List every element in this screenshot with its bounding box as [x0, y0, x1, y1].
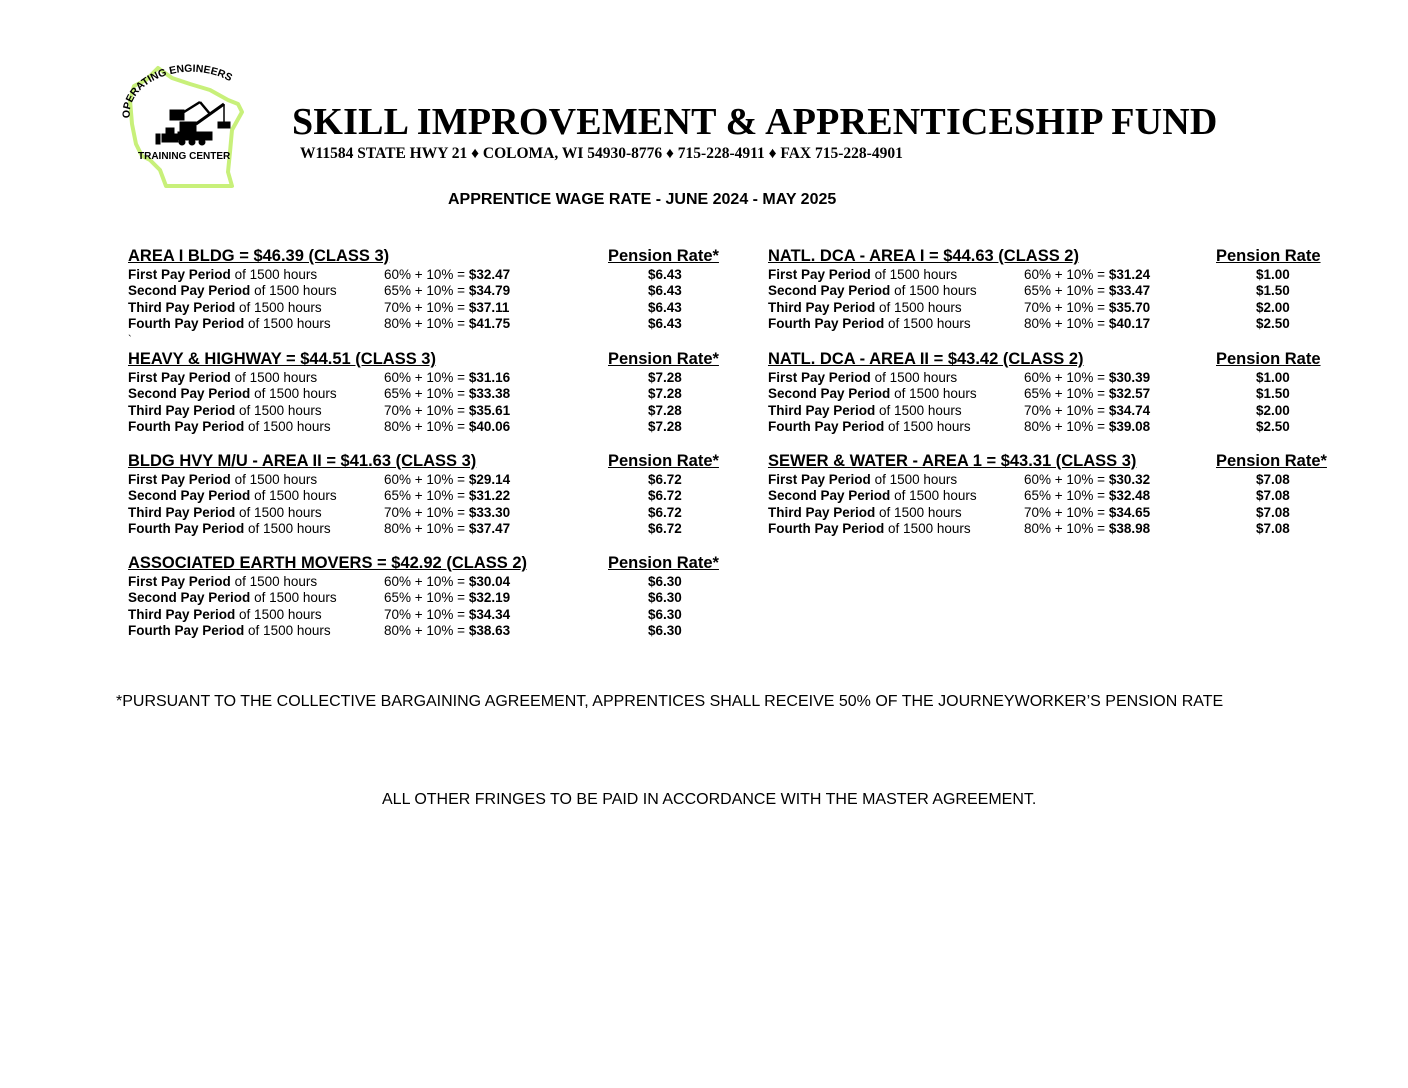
period-hours: of 1500 hours	[254, 386, 337, 402]
wage-value: $29.14	[468, 472, 511, 487]
wage-formula: 70% + 10% =	[384, 504, 466, 520]
logo-top-text: OPERATING ENGINEERS	[120, 62, 235, 119]
wage-section	[128, 452, 728, 537]
wage-value: $41.75	[468, 315, 511, 331]
table-row	[768, 267, 1368, 283]
pay-period-label: Third Pay Period	[768, 402, 876, 418]
wage-formula: 60% + 10% =	[384, 267, 466, 282]
wage-formula: 60% + 10% =	[1024, 472, 1106, 487]
wage-formula: 65% + 10% =	[384, 488, 466, 504]
pension-rate-header: Pension Rate	[1216, 247, 1321, 265]
period-hours: of 1500 hours	[248, 622, 331, 638]
pension-value: $2.00	[1256, 402, 1290, 418]
wage-value: $33.30	[468, 504, 511, 520]
section-header	[128, 452, 728, 472]
pension-value: $1.00	[1256, 267, 1290, 282]
table-row	[768, 472, 1368, 488]
pension-value: $2.50	[1256, 418, 1290, 434]
wage-formula: 65% + 10% =	[1024, 386, 1106, 402]
wage-formula: 80% + 10% =	[384, 520, 466, 536]
pay-period-label: Third Pay Period	[128, 504, 236, 520]
wage-value: $40.17	[1108, 315, 1151, 331]
section-title: NATL. DCA - AREA II = $43.42 (CLASS 2)	[768, 350, 1084, 368]
period-hours: of 1500 hours	[248, 418, 331, 434]
pay-period-label: First Pay Period	[768, 472, 871, 487]
wage-formula: 80% + 10% =	[1024, 418, 1106, 434]
pay-period-label: Third Pay Period	[128, 299, 236, 315]
table-row	[128, 623, 728, 639]
period-hours: of 1500 hours	[874, 370, 958, 385]
table-row	[128, 419, 728, 435]
table-row	[128, 370, 728, 386]
wage-formula: 70% + 10% =	[384, 606, 466, 622]
wage-value: $32.48	[1108, 488, 1151, 504]
wage-formula: 70% + 10% =	[1024, 402, 1106, 418]
wage-formula: 70% + 10% =	[384, 402, 466, 418]
pay-period-label: Fourth Pay Period	[128, 622, 245, 638]
organization-address: W11584 STATE HWY 21 ♦ COLOMA, WI 54930-8776 ♦ 715-228-4911 ♦ FAX 715-228-4901	[300, 145, 903, 162]
wisconsin-state-icon	[120, 60, 260, 190]
period-hours: of 1500 hours	[254, 283, 337, 299]
wage-value: $30.04	[468, 574, 511, 589]
period-hours: of 1500 hours	[879, 402, 962, 418]
period-hours: of 1500 hours	[888, 315, 971, 331]
period-hours: of 1500 hours	[879, 504, 962, 520]
pension-rate-header: Pension Rate*	[1216, 452, 1327, 470]
wage-value: $32.47	[468, 267, 511, 282]
wage-value: $39.08	[1108, 418, 1151, 434]
period-hours: of 1500 hours	[239, 606, 322, 622]
wage-formula: 65% + 10% =	[384, 386, 466, 402]
table-row	[128, 386, 728, 402]
table-row	[128, 488, 728, 504]
document-title: APPRENTICE WAGE RATE - JUNE 2024 - MAY 2025	[448, 191, 837, 208]
pension-value: $1.00	[1256, 370, 1290, 385]
pay-period-label: Fourth Pay Period	[768, 315, 885, 331]
wage-value: $37.47	[468, 520, 511, 536]
training-center-logo	[120, 60, 260, 190]
period-hours: of 1500 hours	[234, 472, 318, 487]
wage-formula: 60% + 10% =	[384, 370, 466, 385]
period-hours: of 1500 hours	[254, 590, 337, 606]
pension-value: $7.08	[1256, 472, 1290, 487]
pay-period-label: First Pay Period	[768, 267, 871, 282]
section-title: AREA I BLDG = $46.39 (CLASS 3)	[128, 247, 390, 265]
wage-formula: 70% + 10% =	[1024, 299, 1106, 315]
wage-value: $31.22	[468, 488, 511, 504]
wage-value: $34.79	[468, 283, 511, 299]
pay-period-label: Fourth Pay Period	[128, 418, 245, 434]
table-row	[128, 316, 728, 332]
table-row	[128, 574, 728, 590]
table-row	[768, 521, 1368, 537]
section-title: BLDG HVY M/U - AREA II = $41.63 (CLASS 3)	[128, 452, 477, 470]
table-row	[768, 403, 1368, 419]
pay-period-label: Third Pay Period	[128, 402, 236, 418]
period-hours: of 1500 hours	[234, 267, 318, 282]
wage-value: $33.47	[1108, 283, 1151, 299]
wage-value: $34.34	[468, 606, 511, 622]
period-hours: of 1500 hours	[234, 370, 318, 385]
pension-value: $7.28	[648, 402, 682, 418]
wage-value: $30.39	[1108, 370, 1151, 385]
pension-value: $6.43	[648, 283, 682, 299]
section-title: NATL. DCA - AREA I = $44.63 (CLASS 2)	[768, 247, 1079, 265]
pay-period-label: Fourth Pay Period	[128, 520, 245, 536]
period-hours: of 1500 hours	[894, 386, 977, 402]
pension-value: $6.30	[648, 606, 682, 622]
period-hours: of 1500 hours	[239, 504, 322, 520]
section-header	[128, 247, 728, 267]
pay-period-label: Second Pay Period	[128, 386, 251, 402]
pay-period-label: First Pay Period	[128, 370, 231, 385]
wage-formula: 80% + 10% =	[384, 315, 466, 331]
pension-value: $6.72	[648, 504, 682, 520]
pension-value: $2.00	[1256, 299, 1290, 315]
pension-value: $7.08	[1256, 520, 1290, 536]
wage-formula: 80% + 10% =	[1024, 520, 1106, 536]
pay-period-label: Fourth Pay Period	[768, 418, 885, 434]
pay-period-label: First Pay Period	[128, 472, 231, 487]
wage-value: $34.74	[1108, 402, 1151, 418]
table-row	[128, 472, 728, 488]
table-row	[128, 505, 728, 521]
wage-value: $32.57	[1108, 386, 1151, 402]
table-row	[768, 505, 1368, 521]
wage-value: $31.16	[468, 370, 511, 385]
pay-period-label: First Pay Period	[128, 267, 231, 282]
wage-value: $40.06	[468, 418, 511, 434]
pension-value: $6.30	[648, 590, 682, 606]
table-row	[128, 521, 728, 537]
pension-rate-header: Pension Rate	[1216, 350, 1321, 368]
wage-formula: 60% + 10% =	[384, 472, 466, 487]
table-row	[128, 300, 728, 316]
pay-period-label: Third Pay Period	[768, 299, 876, 315]
period-hours: of 1500 hours	[879, 299, 962, 315]
wage-value: $30.32	[1108, 472, 1151, 487]
wage-value: $31.24	[1108, 267, 1151, 282]
table-row	[768, 316, 1368, 332]
stray-mark: `	[128, 334, 132, 346]
pension-value: $6.43	[648, 267, 682, 282]
table-row	[768, 370, 1368, 386]
section-title: HEAVY & HIGHWAY = $44.51 (CLASS 3)	[128, 350, 436, 368]
pension-rate-header: Pension Rate*	[608, 247, 719, 265]
section-title: SEWER & WATER - AREA 1 = $43.31 (CLASS 3)	[768, 452, 1137, 470]
wage-formula: 65% + 10% =	[384, 283, 466, 299]
period-hours: of 1500 hours	[894, 488, 977, 504]
table-row	[768, 386, 1368, 402]
pension-value: $7.28	[648, 386, 682, 402]
pay-period-label: Fourth Pay Period	[128, 315, 245, 331]
period-hours: of 1500 hours	[234, 574, 318, 589]
pension-value: $7.28	[648, 418, 682, 434]
period-hours: of 1500 hours	[248, 520, 331, 536]
section-header	[768, 247, 1368, 267]
wage-formula: 80% + 10% =	[384, 622, 466, 638]
table-row	[768, 488, 1368, 504]
wage-formula: 65% + 10% =	[1024, 488, 1106, 504]
pay-period-label: Second Pay Period	[128, 590, 251, 606]
pay-period-label: Third Pay Period	[128, 606, 236, 622]
wage-value: $37.11	[468, 299, 510, 315]
table-row	[128, 590, 728, 606]
pension-value: $1.50	[1256, 283, 1290, 299]
pay-period-label: First Pay Period	[768, 370, 871, 385]
pension-rate-header: Pension Rate*	[608, 554, 719, 572]
wage-formula: 60% + 10% =	[1024, 267, 1106, 282]
wage-value: $32.19	[468, 590, 511, 606]
pension-value: $7.28	[648, 370, 682, 385]
wage-formula: 65% + 10% =	[384, 590, 466, 606]
period-hours: of 1500 hours	[239, 402, 322, 418]
wage-formula: 80% + 10% =	[384, 418, 466, 434]
pay-period-label: First Pay Period	[128, 574, 231, 589]
wage-formula: 60% + 10% =	[1024, 370, 1106, 385]
section-header	[768, 452, 1368, 472]
logo-bottom-text: TRAINING CENTER	[138, 151, 231, 162]
wage-section	[128, 554, 728, 639]
table-row	[128, 403, 728, 419]
pension-value: $7.08	[1256, 504, 1290, 520]
wage-formula: 60% + 10% =	[384, 574, 466, 589]
pay-period-label: Second Pay Period	[128, 488, 251, 504]
pension-value: $1.50	[1256, 386, 1290, 402]
pension-value: $6.72	[648, 520, 682, 536]
pension-rate-header: Pension Rate*	[608, 350, 719, 368]
wage-formula: 70% + 10% =	[1024, 504, 1106, 520]
period-hours: of 1500 hours	[888, 520, 971, 536]
pension-rate-header: Pension Rate*	[608, 452, 719, 470]
table-row	[128, 607, 728, 623]
pay-period-label: Third Pay Period	[768, 504, 876, 520]
wage-section	[768, 350, 1368, 435]
wage-value: $38.98	[1108, 520, 1151, 536]
pension-value: $6.30	[648, 574, 682, 589]
pay-period-label: Second Pay Period	[768, 386, 891, 402]
wage-value: $33.38	[468, 386, 511, 402]
wage-section	[128, 350, 728, 435]
section-header	[128, 554, 728, 574]
pay-period-label: Second Pay Period	[768, 283, 891, 299]
fringe-note: ALL OTHER FRINGES TO BE PAID IN ACCORDANCE WITH THE MASTER AGREEMENT.	[382, 791, 1037, 808]
wage-section	[768, 452, 1368, 537]
wage-formula: 65% + 10% =	[1024, 283, 1106, 299]
pay-period-label: Second Pay Period	[128, 283, 251, 299]
table-row	[128, 267, 728, 283]
wage-section	[128, 247, 728, 332]
period-hours: of 1500 hours	[248, 315, 331, 331]
wage-formula: 70% + 10% =	[384, 299, 466, 315]
pay-period-label: Fourth Pay Period	[768, 520, 885, 536]
period-hours: of 1500 hours	[874, 267, 958, 282]
pension-footnote: *PURSUANT TO THE COLLECTIVE BARGAINING AGREEMENT, APPRENTICES SHALL RECEIVE 50% OF THE JOURNEYWORKER’S PENSION RATE	[116, 693, 1224, 710]
period-hours: of 1500 hours	[874, 472, 958, 487]
wage-value: $35.70	[1108, 299, 1151, 315]
pension-value: $6.72	[648, 488, 682, 504]
table-row	[768, 419, 1368, 435]
table-row	[768, 283, 1368, 299]
section-header	[128, 350, 728, 370]
section-title: ASSOCIATED EARTH MOVERS = $42.92 (CLASS 2)	[128, 554, 527, 572]
period-hours: of 1500 hours	[894, 283, 977, 299]
wage-value: $38.63	[468, 622, 511, 638]
pension-value: $6.43	[648, 299, 682, 315]
pension-value: $7.08	[1256, 488, 1290, 504]
section-header	[768, 350, 1368, 370]
organization-title: SKILL IMPROVEMENT & APPRENTICESHIP FUND	[292, 101, 1218, 143]
wage-value: $35.61	[468, 402, 511, 418]
period-hours: of 1500 hours	[888, 418, 971, 434]
wage-value: $34.65	[1108, 504, 1151, 520]
period-hours: of 1500 hours	[254, 488, 337, 504]
pension-value: $6.72	[648, 472, 682, 487]
pension-value: $2.50	[1256, 315, 1290, 331]
table-row	[128, 283, 728, 299]
pension-value: $6.43	[648, 315, 682, 331]
wage-formula: 80% + 10% =	[1024, 315, 1106, 331]
wage-section	[768, 247, 1368, 332]
period-hours: of 1500 hours	[239, 299, 322, 315]
table-row	[768, 300, 1368, 316]
pay-period-label: Second Pay Period	[768, 488, 891, 504]
pension-value: $6.30	[648, 622, 682, 638]
